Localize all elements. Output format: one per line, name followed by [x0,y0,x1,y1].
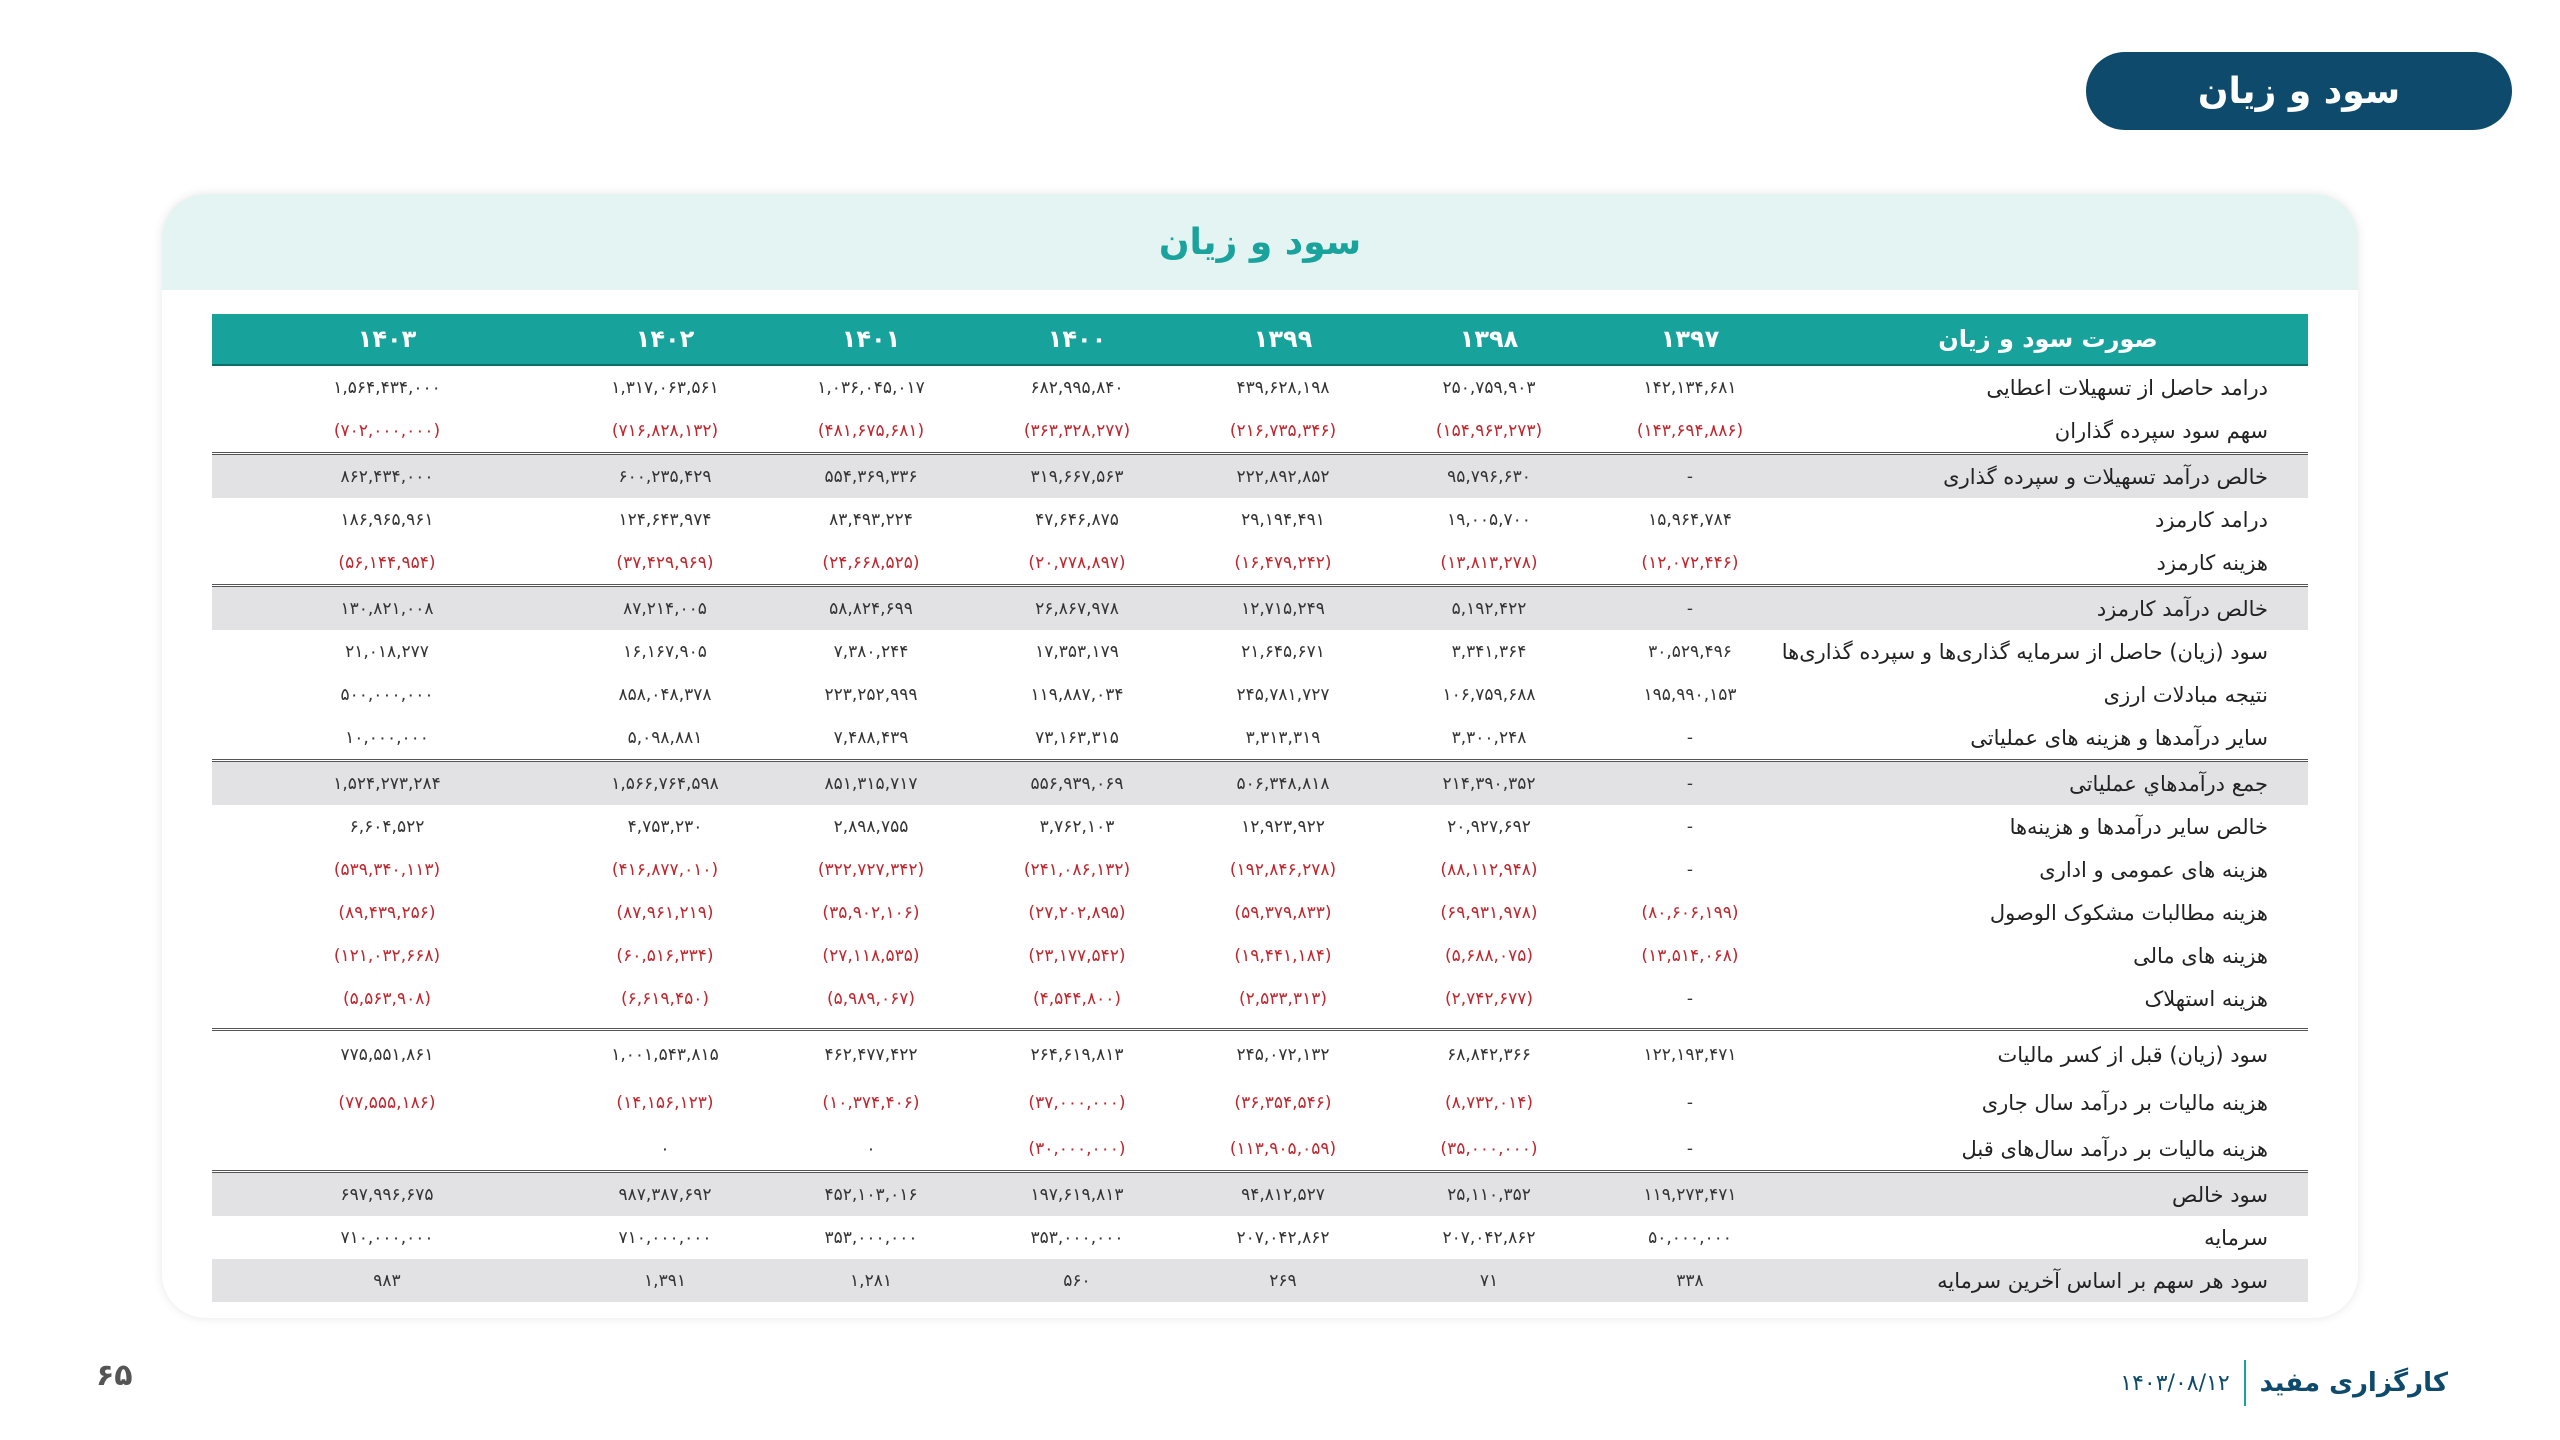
value-cell: ۳۵۳,۰۰۰,۰۰۰ [1030,1227,1124,1248]
row-label: جمع درآمدهاي عملیاتی [1788,761,2308,806]
row-label: هزینه های مالی [2133,943,2268,968]
value-cell: (۳۷,۰۰۰,۰۰۰) [1028,1093,1126,1113]
table-row [212,1216,2308,1259]
value-cell: ۴۶۲,۴۷۷,۴۲۲ [768,1030,974,1080]
value-cell: (۲۴۱,۰۸۶,۱۳۲) [1023,859,1131,880]
row-label: هزینه های عمومی و اداری [2039,857,2268,882]
label-column-header: صورت سود و زیان [1788,314,2308,365]
value-cell: (۴,۵۴۴,۸۰۰) [1032,988,1121,1009]
value-cell: (۲۷,۱۱۸,۵۳۵) [822,945,920,966]
value-cell: ۱,۰۰۱,۵۴۳,۸۱۵ [562,1030,768,1080]
value-cell: ۴۷,۶۴۶,۸۷۵ [1035,509,1119,530]
value-cell: - [1686,816,1694,837]
value-cell: ۴۵۲,۱۰۳,۰۱۶ [768,1172,974,1217]
value-cell: ۳,۳۱۳,۳۱۹ [1245,727,1321,748]
table-row [212,541,2308,586]
value-cell: ۱۲,۹۲۳,۹۲۲ [1241,816,1325,837]
value-cell: ۵۸,۸۲۴,۶۹۹ [768,586,974,631]
table-row [212,1079,2308,1127]
value-cell: (۸۹,۴۳۹,۲۵۶) [338,902,436,923]
value-cell: ۳,۳۰۰,۲۴۸ [1451,727,1527,748]
value-cell: (۱۳,۵۱۴,۰۶۸) [1641,945,1739,966]
value-cell: (۵۹,۳۷۹,۸۳۳) [1234,902,1332,923]
value-cell: (۳۵,۰۰۰,۰۰۰) [1440,1138,1538,1159]
row-label: درامد حاصل از تسهیلات اعطایی [1986,375,2268,400]
value-cell: ۳۰,۵۲۹,۴۹۶ [1648,641,1732,662]
row-label: هزینه کارمزد [2156,550,2268,575]
table-row [212,1030,2308,1080]
value-cell: ۶۸,۸۴۲,۳۶۶ [1386,1030,1592,1080]
income-statement-table [212,314,2308,1302]
year-header: ۱۴۰۱ [768,314,974,365]
table-row [212,891,2308,934]
value-cell: (۵۳۹,۳۴۰,۱۱۳) [333,859,441,880]
year-header: ۱۳۹۸ [1386,314,1592,365]
value-cell: ۱۲۴,۶۴۳,۹۷۴ [618,509,712,530]
table-row [212,934,2308,977]
value-cell: ۱,۳۱۷,۰۶۳,۵۶۱ [611,377,719,398]
section-badge: سود و زیان [2086,52,2512,130]
value-cell: ۴۳۹,۶۲۸,۱۹۸ [1236,377,1330,398]
value-cell: (۷۱۶,۸۲۸,۱۳۲) [611,420,719,441]
row-label: سود خالص [1788,1172,2308,1217]
value-cell: (۸,۷۳۲,۰۱۴) [1444,1093,1533,1113]
row-label: نتیجه مبادلات ارزی [2103,682,2268,707]
value-cell: ۶۹۷,۹۹۶,۶۷۵ [212,1172,562,1217]
value-cell: ۱۹۷,۶۱۹,۸۱۳ [974,1172,1180,1217]
value-cell: ۱۳۰,۸۲۱,۰۰۸ [212,586,562,631]
value-cell: ۲۴۵,۰۷۲,۱۳۲ [1180,1030,1386,1080]
value-cell: ۶۰۰,۲۳۵,۴۲۹ [562,454,768,499]
value-cell: (۱۹,۴۴۱,۱۸۴) [1234,945,1332,966]
value-cell: (۲۴,۶۶۸,۵۲۵) [822,552,920,573]
value-cell: ۱۶,۱۶۷,۹۰۵ [623,641,707,662]
value-cell: ۷,۴۸۸,۴۳۹ [833,727,909,748]
value-cell: ۲۲۲,۸۹۲,۸۵۲ [1180,454,1386,499]
value-cell: ۲۰۷,۰۴۲,۸۶۲ [1442,1227,1536,1248]
value-cell: ۱۸۶,۹۶۵,۹۶۱ [340,509,434,530]
value-cell: ۵۰,۰۰۰,۰۰۰ [1648,1227,1732,1248]
value-cell: ۵,۰۹۸,۸۸۱ [627,727,703,748]
value-cell: (۳۷,۴۲۹,۹۶۹) [616,552,714,573]
value-cell: ۷۱۰,۰۰۰,۰۰۰ [618,1227,712,1248]
value-cell: (۶۹,۹۳۱,۹۷۸) [1440,902,1538,923]
value-cell: - [1686,1093,1694,1113]
value-cell: (۵,۹۸۹,۰۶۷) [826,988,915,1009]
value-cell: ۹۸۳ [212,1259,562,1302]
value-cell: ۹۵,۷۹۶,۶۳۰ [1386,454,1592,499]
row-label: سود (زیان) قبل از کسر مالیات [1788,1030,2308,1080]
value-cell: (۸۸,۱۱۲,۹۴۸) [1440,859,1538,880]
row-label: سهم سود سپرده گذاران [2054,418,2268,443]
value-cell: (۱۹۲,۸۴۶,۲۷۸) [1229,859,1337,880]
value-cell: ۳۱۹,۶۶۷,۵۶۳ [974,454,1180,499]
value-cell: ۱۲,۷۱۵,۲۴۹ [1180,586,1386,631]
row-label: خالص سایر درآمدها و هزینه‌ها [2009,814,2268,839]
value-cell: (۳۲۲,۷۲۷,۳۴۲) [817,859,925,880]
value-cell: (۴۸۱,۶۷۵,۶۸۱) [817,420,925,441]
value-cell: (۲۳,۱۷۷,۵۴۲) [1028,945,1126,966]
value-cell: ۸۶۲,۴۳۴,۰۰۰ [212,454,562,499]
value-cell: ۲۰۷,۰۴۲,۸۶۲ [1236,1227,1330,1248]
row-label: هزینه مالیات بر درآمد سال‌های قبل [1961,1136,2268,1161]
value-cell: - [1592,761,1788,806]
value-cell: ۲۱۴,۳۹۰,۳۵۲ [1386,761,1592,806]
table-row [212,977,2308,1020]
value-cell: ۵۵۴,۳۶۹,۳۳۶ [768,454,974,499]
value-cell: (۸۷,۹۶۱,۲۱۹) [616,902,714,923]
card-title: سود و زیان [162,194,2358,290]
table-row [212,409,2308,454]
value-cell: ۲۰,۹۲۷,۶۹۲ [1447,816,1531,837]
value-cell: (۱۱۳,۹۰۵,۰۵۹) [1229,1138,1337,1159]
table-row [212,1127,2308,1172]
value-cell: (۱۴,۱۵۶,۱۲۳) [616,1093,714,1113]
value-cell: ۷,۳۸۰,۲۴۴ [833,641,909,662]
value-cell: - [1686,1138,1694,1159]
value-cell: ۶,۶۰۴,۵۲۲ [349,816,425,837]
spacer-cell [212,1020,2308,1030]
value-cell: ۱۹,۰۰۵,۷۰۰ [1447,509,1531,530]
table-row [212,716,2308,761]
footer-brand [2120,1360,2448,1406]
table-row [212,805,2308,848]
value-cell: (۲۱۶,۷۳۵,۳۴۶) [1229,420,1337,441]
value-cell [212,1127,562,1172]
row-label: سایر درآمدها و هزینه های عملیاتی [1970,725,2268,750]
value-cell: - [1686,859,1694,880]
value-cell: (۲۰,۷۷۸,۸۹۷) [1028,552,1126,573]
value-cell: ۲۲۳,۲۵۲,۹۹۹ [824,684,918,705]
value-cell: ۵۰۶,۳۴۸,۸۱۸ [1180,761,1386,806]
year-header: ۱۴۰۲ [562,314,768,365]
table-row [212,454,2308,499]
value-cell: ۱,۰۳۶,۰۴۵,۰۱۷ [817,377,925,398]
value-cell: ۲۹,۱۹۴,۴۹۱ [1241,509,1325,530]
value-cell: - [1686,988,1694,1009]
value-cell: (۱۳,۸۱۳,۲۷۸) [1440,552,1538,573]
value-cell: (۲,۷۴۲,۶۷۷) [1444,988,1533,1009]
value-cell: (۳۶۳,۳۲۸,۲۷۷) [1023,420,1131,441]
value-cell: ۶۸۲,۹۹۵,۸۴۰ [1030,377,1124,398]
value-cell: ۲۶۹ [1180,1259,1386,1302]
row-label: خالص درآمد تسهیلات و سپرده گذاری [1788,454,2308,499]
value-cell: ۹۴,۸۱۲,۵۲۷ [1180,1172,1386,1217]
value-cell: ۱,۵۲۴,۲۷۳,۲۸۴ [212,761,562,806]
value-cell: (۱۵۴,۹۶۳,۲۷۳) [1435,420,1543,441]
value-cell: ۷۱ [1386,1259,1592,1302]
value-cell: ۷۳,۱۶۳,۳۱۵ [1035,727,1119,748]
value-cell: ۱,۲۸۱ [768,1259,974,1302]
value-cell: (۷۰۲,۰۰۰,۰۰۰) [333,420,441,441]
value-cell: (۶۰,۵۱۶,۳۳۴) [616,945,714,966]
table-row [212,848,2308,891]
row-label: خالص درآمد کارمزد [1788,586,2308,631]
brand-name: کارگزاری مفید [2259,1368,2448,1398]
value-cell: ۱,۵۶۶,۷۶۴,۵۹۸ [562,761,768,806]
value-cell: - [1592,586,1788,631]
value-cell: ۵۶۰ [974,1259,1180,1302]
value-cell: ۲۴۵,۷۸۱,۷۲۷ [1236,684,1330,705]
value-cell: ۱۹۵,۹۹۰,۱۵۳ [1643,684,1737,705]
table-row [212,365,2308,409]
row-label: هزینه استهلاک [2144,986,2268,1011]
value-cell: ۱۰۶,۷۵۹,۶۸۸ [1442,684,1536,705]
brand-divider [2244,1360,2246,1406]
year-header: ۱۴۰۳ [212,314,562,365]
year-header: ۱۳۹۷ [1592,314,1788,365]
value-cell: (۵,۵۶۳,۹۰۸) [342,988,431,1009]
row-label: درامد کارمزد [2155,507,2268,532]
value-cell: ۱۷,۳۵۳,۱۷۹ [1035,641,1119,662]
row-label: سود هر سهم بر اساس آخرین سرمایه [1788,1259,2308,1302]
value-cell: (۵,۶۸۸,۰۷۵) [1444,945,1533,966]
value-cell: (۴۱۶,۸۷۷,۰۱۰) [611,859,719,880]
page-number: ۶۵ [96,1358,133,1393]
value-cell: ۵,۱۹۲,۴۲۲ [1386,586,1592,631]
year-header: ۱۳۹۹ [1180,314,1386,365]
value-cell: ۲۶,۸۶۷,۹۷۸ [974,586,1180,631]
value-cell: ۰ [866,1138,876,1159]
table-row [212,673,2308,716]
value-cell: (۳۰,۰۰۰,۰۰۰) [1028,1138,1126,1159]
value-cell: ۲۱,۶۴۵,۶۷۱ [1241,641,1325,662]
table-row [212,630,2308,673]
value-cell: ۲۱,۰۱۸,۲۷۷ [345,641,429,662]
row-spacer [212,1020,2308,1030]
table-header-row [212,314,2308,365]
value-cell: ۳۵۳,۰۰۰,۰۰۰ [824,1227,918,1248]
value-cell: (۷۷,۵۵۵,۱۸۶) [338,1093,436,1113]
value-cell: ۸۵۸,۰۴۸,۳۷۸ [618,684,712,705]
value-cell: ۹۸۷,۳۸۷,۶۹۲ [562,1172,768,1217]
value-cell: (۳۶,۳۵۴,۵۴۶) [1234,1093,1332,1113]
value-cell: (۵۶,۱۴۴,۹۵۴) [338,552,436,573]
value-cell: ۵۵۶,۹۳۹,۰۶۹ [974,761,1180,806]
value-cell: (۱۲۱,۰۳۲,۶۶۸) [333,945,441,966]
value-cell: ۸۵۱,۳۱۵,۷۱۷ [768,761,974,806]
value-cell: ۱,۳۹۱ [562,1259,768,1302]
row-label: هزینه مالیات بر درآمد سال جاری [1981,1091,2268,1115]
row-label: هزینه مطالبات مشکوک الوصول [1989,900,2268,925]
table-row [212,498,2308,541]
table-row [212,761,2308,806]
row-label: سود (زیان) حاصل از سرمایه گذاری‌ها و سپرده گذاری‌ها [1781,639,2268,664]
report-date: ۱۴۰۳/۰۸/۱۲ [2120,1370,2230,1396]
value-cell: (۱۴۳,۶۹۴,۸۸۶) [1636,420,1744,441]
value-cell: (۳۵,۹۰۲,۱۰۶) [822,902,920,923]
value-cell: (۶,۶۱۹,۴۵۰) [620,988,709,1009]
value-cell: ۲,۸۹۸,۷۵۵ [833,816,909,837]
value-cell: ۸۳,۴۹۳,۲۲۴ [829,509,913,530]
income-statement-card [162,194,2358,1318]
value-cell: ۱۴۲,۱۳۴,۶۸۱ [1643,377,1737,398]
value-cell: ۸۷,۲۱۴,۰۰۵ [562,586,768,631]
value-cell: ۱۱۹,۸۸۷,۰۳۴ [1030,684,1124,705]
value-cell: ۰ [660,1138,670,1159]
value-cell: ۳,۷۶۲,۱۰۳ [1039,816,1115,837]
value-cell: ۴,۷۵۳,۲۳۰ [627,816,703,837]
table-row [212,1259,2308,1302]
row-label: سرمایه [2204,1225,2268,1250]
value-cell: ۱۵,۹۶۴,۷۸۴ [1648,509,1732,530]
value-cell: (۲۷,۲۰۲,۸۹۵) [1028,902,1126,923]
value-cell: (۲,۵۳۳,۳۱۳) [1238,988,1327,1009]
value-cell: - [1686,727,1694,748]
value-cell: ۵۰۰,۰۰۰,۰۰۰ [340,684,434,705]
value-cell: ۱۱۹,۲۷۳,۴۷۱ [1592,1172,1788,1217]
value-cell: ۲۵۰,۷۵۹,۹۰۳ [1442,377,1536,398]
table-row [212,1172,2308,1217]
value-cell: - [1592,454,1788,499]
value-cell: (۱۶,۴۷۹,۲۴۲) [1234,552,1332,573]
value-cell: (۱۲,۰۷۲,۴۴۶) [1641,552,1739,573]
value-cell: ۷۷۵,۵۵۱,۸۶۱ [212,1030,562,1080]
value-cell: ۳,۳۴۱,۳۶۴ [1451,641,1527,662]
value-cell: ۲۵,۱۱۰,۳۵۲ [1386,1172,1592,1217]
value-cell: ۲۶۴,۶۱۹,۸۱۳ [974,1030,1180,1080]
value-cell: (۱۰,۳۷۴,۴۰۶) [822,1093,920,1113]
value-cell: ۱,۵۶۴,۴۳۴,۰۰۰ [333,377,441,398]
value-cell: ۳۳۸ [1592,1259,1788,1302]
year-header: ۱۴۰۰ [974,314,1180,365]
value-cell: (۸۰,۶۰۶,۱۹۹) [1641,902,1739,923]
value-cell: ۱۲۲,۱۹۳,۴۷۱ [1592,1030,1788,1080]
table-row [212,586,2308,631]
value-cell: ۱۰,۰۰۰,۰۰۰ [345,727,429,748]
value-cell: ۷۱۰,۰۰۰,۰۰۰ [340,1227,434,1248]
